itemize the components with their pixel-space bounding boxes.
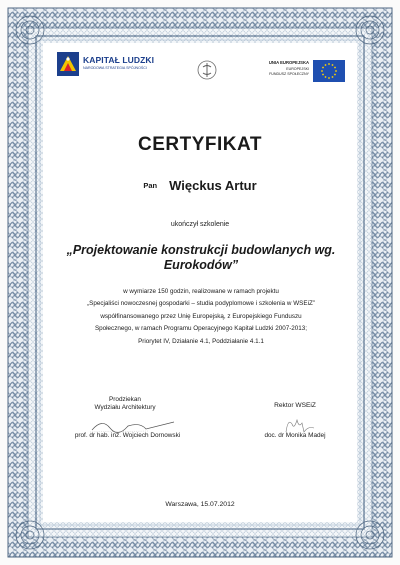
- kapital-ludzki-name: KAPITAŁ LUDZKI: [83, 55, 155, 65]
- left-title-line2: Wydziału Architektury: [94, 404, 156, 411]
- certificate-title: CERTYFIKAT: [138, 134, 262, 155]
- left-title-line1: Prodziekan: [109, 396, 141, 403]
- description-line: w wymiarze 150 godzin, realizowane w ramach projektu: [123, 288, 279, 295]
- description-line: Priorytet IV, Działanie 4.1, Poddziałanie 4.1.1: [138, 337, 264, 345]
- recipient-line: [0, 177, 400, 195]
- course-title: „Projektowanie konstrukcji budowlanych wg. Eurokodów”: [66, 243, 336, 272]
- kapital-ludzki-logo: [57, 52, 167, 78]
- salutation: Pan: [143, 181, 158, 190]
- eu-line2: EUROPEJSKI: [286, 67, 309, 71]
- eu-logo: [253, 58, 349, 84]
- university-emblem-icon: [197, 58, 217, 82]
- description-line: współfinansowanego przez Unię Europejską, z Europejskiego Funduszu: [100, 312, 302, 320]
- certificate-description: [55, 286, 347, 348]
- right-signatory-title: Rektor WSEiZ: [274, 402, 316, 409]
- recipient-name: Więckus Artur: [169, 178, 257, 193]
- right-signatory-name: doc. dr Monika Madej: [264, 432, 326, 439]
- description-line: „Specjaliści nowoczesnej gospodarki – studia podyplomowe i szkolenia w WSEiZ”: [87, 300, 315, 308]
- eu-line1: UNIA EUROPEJSKA: [268, 60, 309, 65]
- left-signatory-title: [70, 396, 180, 412]
- eu-line3: FUNDUSZ SPOŁECZNY: [269, 72, 309, 76]
- completed-text: ukończył szkolenie: [170, 221, 230, 228]
- eu-flag-icon: [313, 60, 345, 82]
- kapital-ludzki-subtitle: NARODOWA STRATEGIA SPÓJNOŚCI: [83, 66, 147, 70]
- description-line: Społecznego, w ramach Programu Operacyjnego Kapitał Ludzki 2007-2013;: [94, 325, 308, 333]
- left-signatory-name: prof. dr hab. inż. Wojciech Dornowski: [74, 432, 181, 439]
- kapital-ludzki-icon: [57, 52, 79, 76]
- certificate-body: [43, 43, 357, 522]
- place-and-date: Warszawa, 15.07.2012: [165, 501, 235, 508]
